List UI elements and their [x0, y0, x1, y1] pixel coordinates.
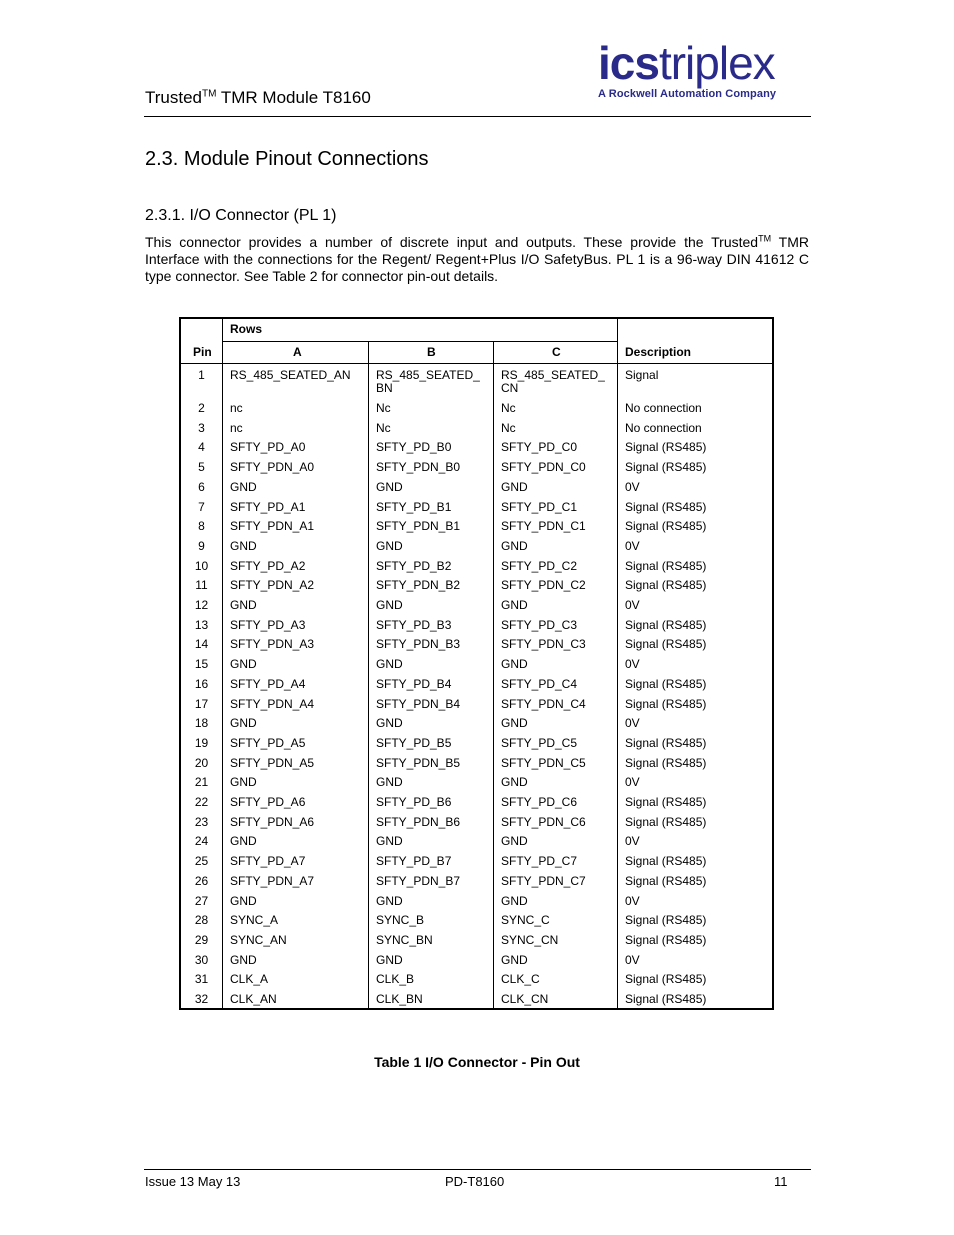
table-cell-desc: Signal (RS485) [625, 676, 707, 691]
table-cell-desc: 0V [625, 716, 640, 731]
logo-tagline: A Rockwell Automation Company [598, 88, 777, 100]
table-cell-c: SFTY_PDN_C5 [501, 755, 586, 770]
table-cell-b: SFTY_PDN_B0 [376, 460, 461, 475]
table-cell-a: GND [230, 657, 257, 672]
table-cell-pin: 29 [194, 932, 209, 947]
table-cell-pin: 13 [194, 617, 209, 632]
table-cell-c: SFTY_PD_C4 [501, 676, 578, 691]
table-cell-c: SFTY_PDN_C2 [501, 578, 586, 593]
table-cell-a: nc [230, 401, 243, 415]
table-cell-b: SFTY_PDN_B2 [376, 578, 461, 593]
table-cell-a: SFTY_PDN_A5 [230, 755, 315, 770]
table-cell-desc: 0V [625, 657, 640, 672]
table-cell-desc: No connection [625, 401, 702, 415]
table-cell-desc: Signal (RS485) [625, 972, 707, 987]
table-cell-desc: Signal (RS485) [625, 795, 707, 809]
table-cell-pin: 24 [194, 834, 209, 849]
table-cell-b: SFTY_PDN_B7 [376, 873, 461, 888]
table-cell-c: SFTY_PDN_C0 [501, 460, 586, 475]
table-cell-desc: 0V [625, 775, 640, 790]
table-cell-desc: Signal (RS485) [625, 617, 707, 632]
table-cell-a: SFTY_PD_A3 [230, 617, 306, 632]
table-cell-b: SFTY_PD_B2 [376, 558, 452, 573]
table-cell-desc: Signal (RS485) [625, 696, 707, 711]
table-cell-desc: Signal (RS485) [625, 854, 707, 869]
table-cell-a: CLK_AN [230, 992, 277, 1006]
table-cell-b: Nc [376, 401, 391, 415]
table-cell-b: SFTY_PD_B5 [376, 735, 452, 750]
column-c-header: C [552, 345, 561, 359]
table-cell-pin: 7 [198, 499, 205, 514]
table-cell-b: CLK_B [376, 972, 415, 987]
table-cell-pin: 31 [194, 972, 209, 987]
table-cell-desc: Signal (RS485) [625, 873, 707, 888]
table-cell-b: GND [376, 479, 403, 494]
table-cell-pin: 22 [194, 795, 209, 809]
header-title: Trusted™ TMR Module T8160 [145, 88, 371, 107]
table-cell-c: Nc [501, 420, 516, 435]
table-cell-a: SFTY_PD_A0 [230, 440, 306, 455]
table-cell-b: SFTY_PDN_B1 [376, 519, 461, 534]
table-cell-b: SFTY_PDN_B6 [376, 814, 461, 829]
table-cell-a: SYNC_A [230, 913, 279, 928]
table-cell-c: SFTY_PD_C3 [501, 617, 578, 632]
table-cell-a: SFTY_PDN_A2 [230, 578, 315, 593]
table-cell-a: SFTY_PD_A1 [230, 499, 306, 514]
table-cell-c: SFTY_PD_C6 [501, 795, 578, 809]
table-cell-b: GND [376, 893, 403, 908]
table-cell-pin: 20 [194, 755, 209, 770]
footer-divider [144, 1169, 811, 1170]
table-cell-a: SYNC_AN [230, 932, 287, 947]
table-cell-pin: 28 [194, 913, 209, 928]
table-cell-c: SFTY_PD_C1 [501, 499, 578, 514]
table-cell-c: SYNC_CN [501, 932, 559, 947]
table-cell-desc: 0V [625, 893, 640, 908]
table-cell-b: GND [376, 538, 403, 553]
column-a-header: A [293, 345, 302, 359]
table-cell-a: GND [230, 716, 257, 731]
table-cell-b: SYNC_BN [376, 932, 433, 947]
table-cell-b: SFTY_PD_B0 [376, 440, 452, 455]
table-cell-pin: 12 [194, 598, 209, 612]
table-cell-pin: 5 [198, 460, 205, 475]
table-cell-a: GND [230, 598, 257, 612]
table-cell-c: GND [501, 538, 528, 553]
logo-triplex-text: triplex [658, 37, 775, 89]
table-cell-b: GND [376, 834, 403, 849]
header-divider [144, 116, 811, 117]
table-cell-a: SFTY_PDN_A0 [230, 460, 315, 475]
table-cell-desc: No connection [625, 420, 702, 435]
table-cell-pin: 9 [198, 538, 205, 553]
table-cell-a: SFTY_PD_A5 [230, 735, 306, 750]
table-cell-pin: 19 [194, 735, 209, 750]
section-title: 2.3. Module Pinout Connections [145, 148, 429, 170]
table-cell-a: SFTY_PD_A4 [230, 676, 306, 691]
table-cell-a: SFTY_PD_A6 [230, 795, 306, 809]
pinout-table [179, 317, 774, 1010]
table-cell-pin: 17 [194, 696, 209, 711]
table-cell-b: SFTY_PD_B4 [376, 676, 452, 691]
table-cell-pin: 32 [194, 992, 209, 1006]
table-cell-c: GND [501, 479, 528, 494]
table-cell-pin: 10 [194, 558, 209, 573]
table-cell-desc: Signal (RS485) [625, 637, 707, 652]
table-cell-c: SYNC_C [501, 913, 550, 928]
table-cell-desc: Signal (RS485) [625, 578, 707, 593]
table-cell-c: SFTY_PDN_C4 [501, 696, 586, 711]
table-cell-pin: 16 [194, 676, 209, 691]
table-cell-a: SFTY_PDN_A7 [230, 873, 315, 888]
intro-paragraph: This connector provides a number of discrete input and outputs. These provide the Trusted™ TMR Interface with the connections for the Regent/ Regent+Plus I/O SafetyBus. PL 1 is a 96-way DIN 41612 C type connector. See Table 2 for connector pin-out details. [145, 233, 809, 284]
company-logo [598, 37, 812, 100]
table-cell-pin: 2 [198, 401, 205, 415]
table-cell-c: SFTY_PDN_C3 [501, 637, 586, 652]
table-cell-c: GND [501, 834, 528, 849]
table-cell-b: GND [376, 657, 403, 672]
table-cell-desc: Signal [625, 368, 659, 382]
table-cell-pin: 23 [194, 814, 209, 829]
logo-ics-text: ics [598, 37, 659, 89]
table-cell-c: SFTY_PDN_C1 [501, 519, 586, 534]
table-cell-c: GND [501, 598, 528, 612]
table-cell-c: GND [501, 952, 528, 967]
table-cell-c: SFTY_PD_C2 [501, 558, 578, 573]
table-cell-a: SFTY_PD_A7 [230, 854, 306, 869]
table-cell-b: GND [376, 716, 403, 731]
table-cell-a: CLK_A [230, 972, 269, 987]
table-cell-c: SFTY_PDN_C7 [501, 873, 586, 888]
table-cell-a: nc [230, 420, 243, 435]
table-cell-desc: Signal (RS485) [625, 932, 707, 947]
table-cell-desc: Signal (RS485) [625, 558, 707, 573]
table-cell-desc: Signal (RS485) [625, 755, 707, 770]
table-cell-a: GND [230, 538, 257, 553]
table-cell-pin: 15 [194, 657, 209, 672]
table-cell-desc: Signal (RS485) [625, 519, 707, 534]
table-cell-b: SFTY_PDN_B3 [376, 637, 461, 652]
table-cell-desc: Signal (RS485) [625, 735, 707, 750]
table-cell-a: SFTY_PD_A2 [230, 558, 306, 573]
footer-doc-number: PD-T8160 [445, 1174, 505, 1189]
table-cell-desc: 0V [625, 479, 640, 494]
table-cell-a: RS_485_SEATED_AN [230, 368, 351, 382]
table-cell-a: GND [230, 775, 257, 790]
table-cell-desc: 0V [625, 598, 640, 612]
table-cell-pin: 3 [198, 420, 205, 435]
pin-header: Pin [193, 345, 212, 359]
table-cell-c: Nc [501, 401, 516, 415]
table-cell-pin: 6 [198, 479, 205, 494]
table-cell-pin: 26 [194, 873, 209, 888]
footer-page-number: 11 [774, 1174, 788, 1189]
table-cell-desc: 0V [625, 834, 640, 849]
table-cell-b: SFTY_PD_B1 [376, 499, 452, 514]
table-cell-pin: 1 [198, 368, 205, 382]
table-cell-pin: 4 [198, 440, 205, 455]
table-cell-b: CLK_BN [376, 992, 423, 1006]
table-cell-b: GND [376, 775, 403, 790]
table-cell-desc: Signal (RS485) [625, 460, 707, 475]
table-cell-c: SFTY_PD_C7 [501, 854, 578, 869]
table-cell-b: SFTY_PD_B6 [376, 795, 452, 809]
table-cell-pin: 11 [195, 578, 208, 593]
table-cell-pin: 27 [194, 893, 209, 908]
table-cell-a: GND [230, 479, 257, 494]
table-cell-a: SFTY_PDN_A6 [230, 814, 315, 829]
table-cell-b: SFTY_PDN_B5 [376, 755, 461, 770]
table-cell-c: SFTY_PDN_C6 [501, 814, 586, 829]
table-cell-desc: Signal (RS485) [625, 814, 707, 829]
table-cell-a: SFTY_PDN_A3 [230, 637, 315, 652]
table-cell-b: Nc [376, 420, 391, 435]
table-cell-c: GND [501, 716, 528, 731]
table-cell-desc: Signal (RS485) [625, 913, 707, 928]
table-caption: Table 1 I/O Connector - Pin Out [374, 1054, 580, 1070]
table-cell-c: GND [501, 893, 528, 908]
table-cell-c: SFTY_PD_C5 [501, 735, 578, 750]
table-cell-pin: 25 [194, 854, 209, 869]
rows-header: Rows [230, 322, 263, 336]
table-cell-a: GND [230, 893, 257, 908]
description-header: Description [625, 345, 692, 359]
table-cell-desc: Signal (RS485) [625, 440, 707, 455]
footer-issue: Issue 13 May 13 [145, 1174, 241, 1189]
table-cell-pin: 21 [194, 775, 209, 790]
table-cell-pin: 18 [194, 716, 209, 731]
table-cell-a: GND [230, 834, 257, 849]
table-cell-c: RS_485_SEATED_ CN [501, 368, 605, 395]
table-cell-b: GND [376, 598, 403, 612]
table-cell-a: SFTY_PDN_A1 [230, 519, 315, 534]
table-cell-pin: 14 [194, 637, 209, 652]
table-cell-desc: 0V [625, 952, 640, 967]
column-b-header: B [427, 345, 436, 359]
table-cell-b: RS_485_SEATED_ BN [376, 368, 480, 395]
table-cell-a: SFTY_PDN_A4 [230, 696, 315, 711]
table-cell-b: SFTY_PD_B3 [376, 617, 452, 632]
table-cell-b: SFTY_PD_B7 [376, 854, 452, 869]
table-cell-c: CLK_CN [501, 992, 549, 1006]
table-cell-desc: Signal (RS485) [625, 992, 707, 1006]
table-cell-c: GND [501, 657, 528, 672]
table-cell-c: CLK_C [501, 972, 540, 987]
table-cell-desc: 0V [625, 538, 640, 553]
table-cell-a: GND [230, 952, 257, 967]
table-cell-b: GND [376, 952, 403, 967]
subsection-title: 2.3.1. I/O Connector (PL 1) [145, 207, 337, 224]
table-cell-pin: 30 [194, 952, 209, 967]
table-cell-desc: Signal (RS485) [625, 499, 707, 514]
table-cell-b: SYNC_B [376, 913, 425, 928]
table-cell-pin: 8 [198, 519, 205, 534]
table-cell-b: SFTY_PDN_B4 [376, 696, 461, 711]
table-cell-c: SFTY_PD_C0 [501, 440, 578, 455]
table-cell-c: GND [501, 775, 528, 790]
